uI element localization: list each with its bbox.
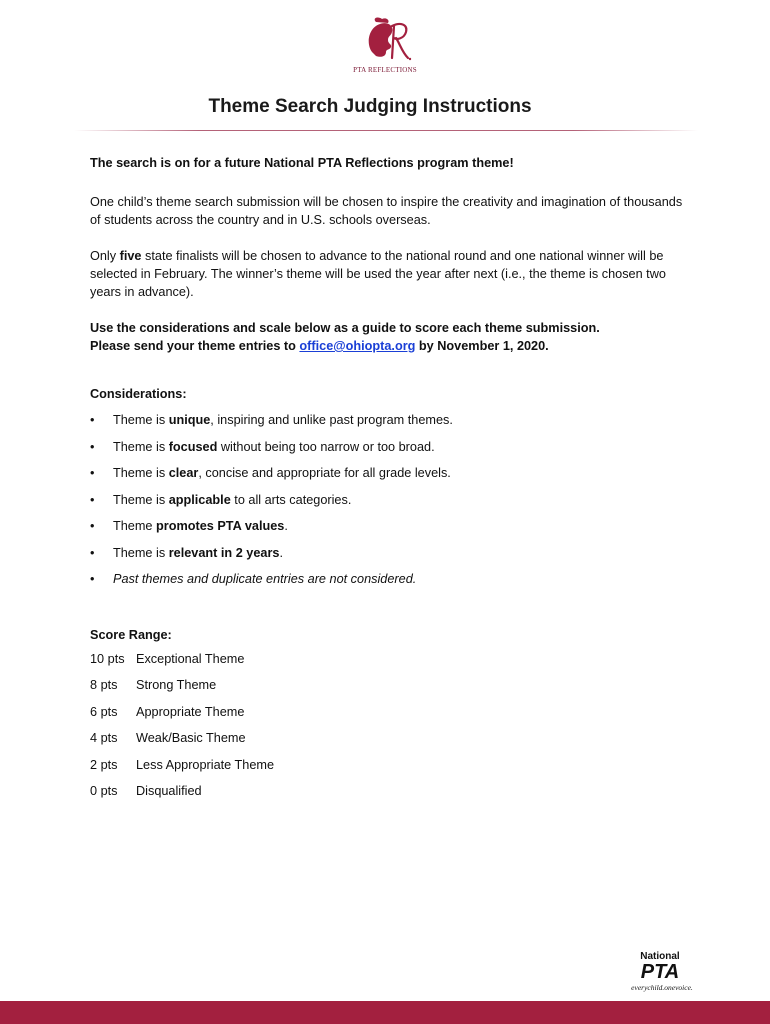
instruction-line-1: Use the considerations and scale below as a guide to score each theme submission.: [90, 321, 600, 335]
bullet-icon: •: [90, 519, 95, 533]
list-item: [90, 513, 690, 540]
score-label: Appropriate Theme: [136, 704, 245, 719]
list-item: [90, 566, 690, 593]
intro-paragraph-2: [90, 247, 690, 301]
score-row: [90, 725, 690, 752]
list-item: [90, 407, 690, 434]
list-item: [90, 487, 690, 514]
considerations-list: [90, 407, 690, 593]
item-text: Theme is: [113, 413, 169, 427]
instruction-text: Please send your theme entries to: [90, 339, 300, 353]
score-range-heading: Score Range:: [90, 627, 172, 642]
item-text-rest: .: [284, 519, 288, 533]
national-pta-logo: [622, 948, 702, 992]
item-emphasis: relevant in 2 years: [168, 545, 280, 560]
item-emphasis: focused: [168, 439, 218, 454]
intro-paragraph-1: One child’s theme search submission will be chosen to inspire the creativity and imagination of thousands of students across the country and in U.S. schools overseas.: [90, 195, 683, 227]
document-body: [90, 154, 690, 805]
logo-pta-text: PTA: [640, 961, 680, 983]
submission-instructions: [90, 319, 690, 355]
logo-national-text: National: [640, 951, 680, 962]
item-text: Theme is: [113, 466, 169, 480]
title-divider: [74, 130, 698, 131]
score-label: Exceptional Theme: [136, 651, 245, 666]
p2-emphasis: five: [119, 249, 142, 263]
score-row: [90, 672, 690, 699]
score-points: 10 pts: [90, 651, 125, 666]
bullet-icon: •: [90, 545, 95, 560]
item-text-rest: , concise and appropriate for all grade levels.: [198, 466, 451, 480]
score-points: 0 pts: [90, 784, 118, 798]
score-label: Disqualified: [136, 784, 202, 798]
p2-text-rest: state finalists will be chosen to advance to the national round and one national winner will be selected in February. The winner’s theme will be used the year after next (i.e., the theme is chosen two years in advance).: [90, 249, 666, 299]
list-item: [90, 460, 690, 487]
logo-caption: PTA REFLECTIONS: [353, 66, 417, 74]
bullet-icon: •: [90, 439, 95, 454]
bullet-icon: •: [90, 492, 95, 507]
item-text-rest: without being too narrow or too broad.: [217, 439, 435, 454]
item-emphasis: applicable: [168, 492, 231, 507]
bullet-icon: •: [90, 466, 95, 480]
item-emphasis: clear: [168, 466, 199, 480]
item-text: Theme is: [113, 492, 169, 507]
item-text-rest: to all arts categories.: [230, 492, 352, 507]
email-link[interactable]: office@ohiopta.org: [299, 339, 416, 353]
item-emphasis: unique: [168, 413, 211, 427]
item-text: Theme: [113, 519, 157, 533]
score-row: [90, 646, 690, 673]
score-label: Weak/Basic Theme: [136, 731, 246, 745]
score-points: 8 pts: [90, 678, 118, 692]
bullet-icon: •: [90, 572, 95, 586]
list-item: [90, 540, 690, 567]
p2-text: Only: [90, 249, 120, 263]
score-points: 4 pts: [90, 731, 118, 745]
list-item: [90, 434, 690, 461]
score-row: [90, 699, 690, 726]
item-text: Theme is: [113, 439, 169, 454]
considerations-heading: Considerations:: [90, 387, 187, 401]
instruction-line-2: [90, 337, 690, 355]
bullet-icon: •: [90, 413, 95, 427]
footer-bar: [0, 1001, 770, 1024]
score-row: [90, 778, 690, 805]
score-row: [90, 752, 690, 779]
item-text-rest: , inspiring and unlike past program themes.: [210, 413, 453, 427]
score-points: 6 pts: [90, 704, 118, 719]
instruction-deadline: by November 1, 2020.: [415, 339, 549, 353]
score-label: Less Appropriate Theme: [136, 757, 275, 772]
score-points: 2 pts: [90, 757, 118, 772]
item-emphasis: promotes PTA values: [156, 519, 285, 533]
item-text-rest: .: [279, 545, 283, 560]
score-range-list: [90, 646, 690, 805]
page-title: Theme Search Judging Instructions: [208, 96, 532, 117]
score-label: Strong Theme: [136, 678, 217, 692]
lead-sentence: The search is on for a future National PTA Reflections program theme!: [90, 156, 514, 170]
item-note: Past themes and duplicate entries are not considered.: [113, 572, 417, 586]
item-text: Theme is: [113, 545, 169, 560]
logo-tagline-text: everychild.onevoice.: [631, 983, 693, 992]
